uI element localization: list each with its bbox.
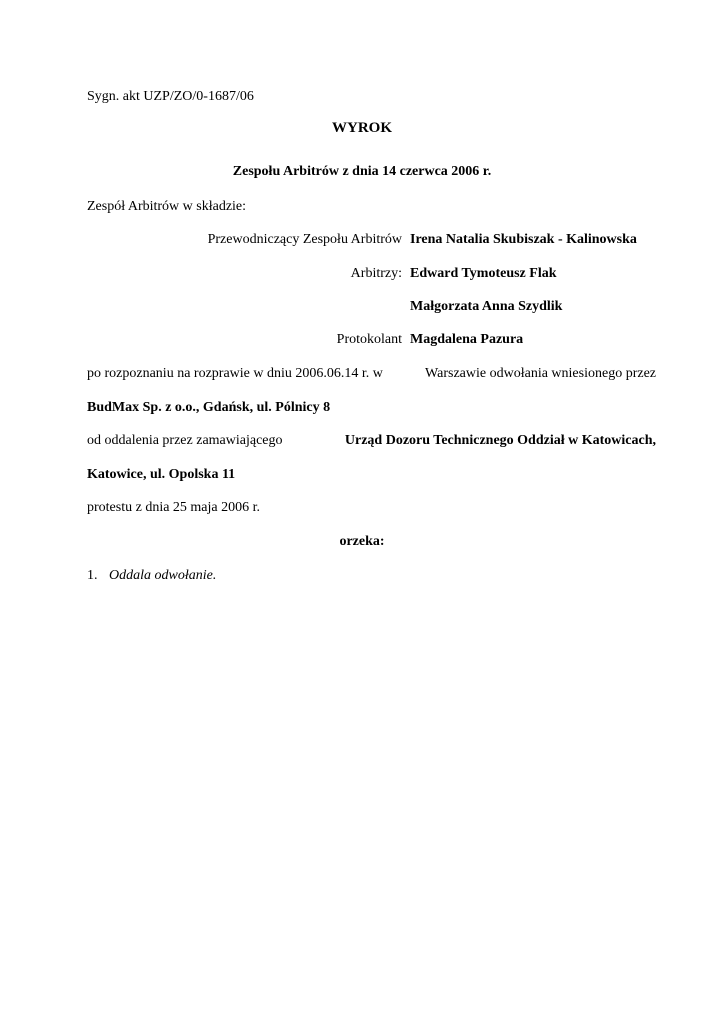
protest-date: protestu z dnia 25 maja 2006 r. xyxy=(87,500,261,515)
contracting-authority: Urząd Dozoru Technicznego Oddział w Katowicach, xyxy=(344,433,656,448)
ruling-item xyxy=(87,567,216,585)
case-signature: Sygn. akt UZP/ZO/0-1687/06 xyxy=(87,89,254,104)
body-line-1-part-b: Warszawie odwołania wniesionego przez xyxy=(425,366,656,381)
ruling-item-number: 1. xyxy=(87,568,98,583)
arbiter-2-name: Małgorzata Anna Szydlik xyxy=(410,299,563,314)
clerk-label: Protokolant xyxy=(336,332,402,347)
chair-name: Irena Natalia Skubiszak - Kalinowska xyxy=(410,232,637,247)
document-subtitle: Zespołu Arbitrów z dnia 14 czerwca 2006 r. xyxy=(232,164,492,179)
arbiters-label: Arbitrzy: xyxy=(350,266,402,281)
clerk-name: Magdalena Pazura xyxy=(410,332,524,347)
body-line-3-part-a: od oddalenia przez zamawiającego xyxy=(87,433,283,448)
contracting-authority-address: Katowice, ul. Opolska 11 xyxy=(87,467,236,482)
body-line-3 xyxy=(87,432,656,450)
body-line-1 xyxy=(87,365,656,383)
document-title: WYROK xyxy=(332,120,392,136)
panel-intro: Zespół Arbitrów w składzie: xyxy=(87,199,247,214)
ruling-item-text: Oddala odwołanie. xyxy=(109,568,217,583)
body-line-1-part-a: po rozpoznaniu na rozprawie w dniu 2006.06.14 r. w xyxy=(87,366,383,381)
ruling-heading: orzeka: xyxy=(339,534,385,549)
arbiter-1-name: Edward Tymoteusz Flak xyxy=(410,266,557,281)
chair-label: Przewodniczący Zespołu Arbitrów xyxy=(207,232,402,247)
appellant: BudMax Sp. z o.o., Gdańsk, ul. Pólnicy 8 xyxy=(87,400,331,415)
